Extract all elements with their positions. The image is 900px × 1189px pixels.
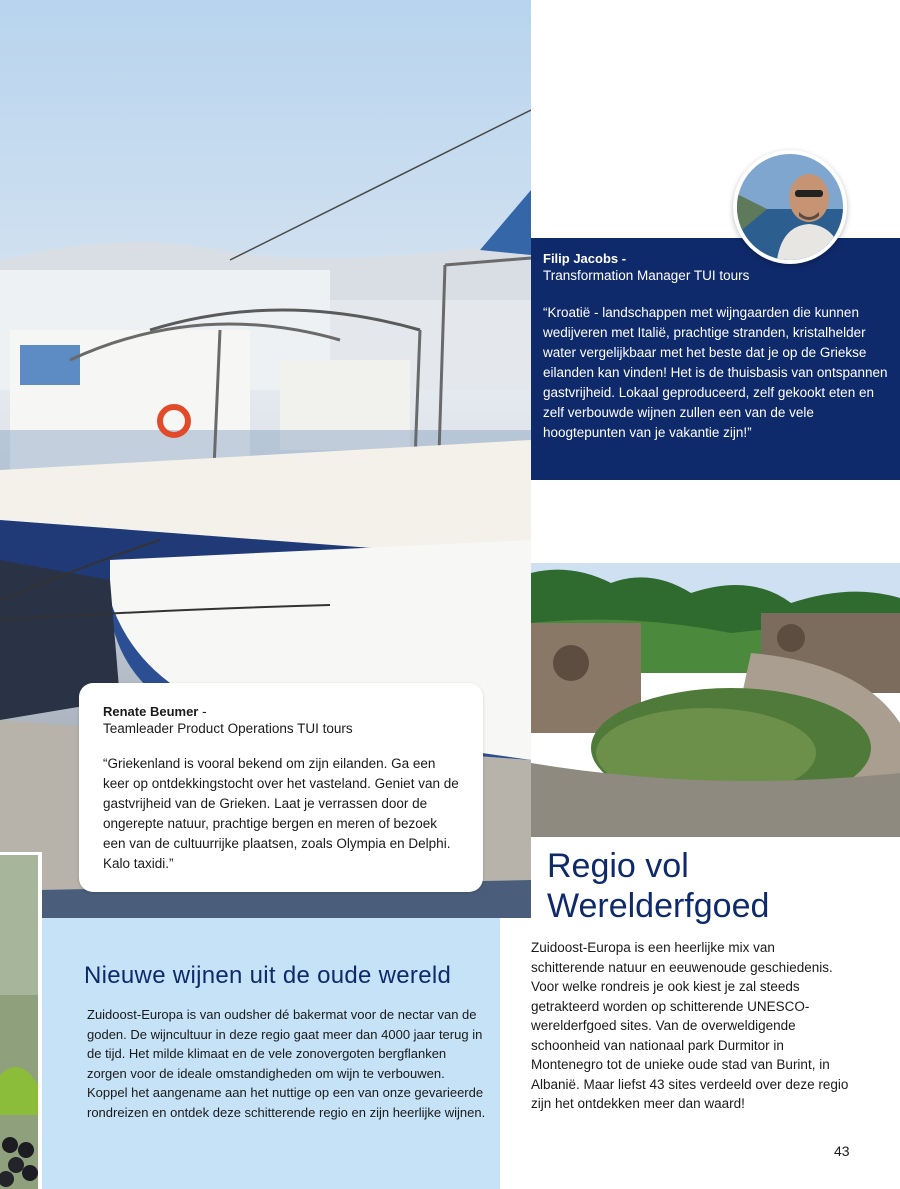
renate-quote-line: Kalo taxidi.” [103, 856, 174, 871]
regio-title-line1: Regio vol [547, 847, 689, 885]
filip-name-dash: - [618, 251, 627, 266]
regio-title [547, 846, 769, 926]
wine-section [42, 918, 500, 1189]
filip-name: Filip Jacobs [543, 251, 619, 266]
ruins-photo [531, 563, 900, 837]
renate-role: Teamleader Product Operations TUI tours [103, 721, 353, 736]
grapes-photo [0, 852, 42, 1189]
filip-quote-box [531, 238, 900, 480]
renate-quote-box [79, 683, 483, 892]
filip-quote: “Kroatië - landschappen met wijngaarden die kunnen wedijveren met Italië, prachtige stranden, kristalhelder water vergelijkbaar met het beste dat je op de Griekse eilanden kan vinden! Het is de thuisbasis van ontspannen gastvrijheid. Lokaal geproduceerd, zelf gekookt eten en zelf verbouwde wijnen zullen een van de vele hoogtepunten van je vakantie zijn!” [543, 305, 888, 440]
regio-title-line2: Werelderfgoed [547, 887, 770, 925]
filip-avatar [733, 150, 847, 264]
renate-quote-line: “Griekenland is vooral bekend om zijn eilanden. Ga een keer op ontdekkingstocht over het vasteland. Geniet van de gastvrijheid van de Grieken. Laat je verrassen door de ongerepte natuur, prachtige bergen en meren of bezoek een van de cultuurrijke plaatsen, zoals Olympia en Delphi. [103, 756, 459, 851]
renate-name-dash: - [198, 704, 207, 719]
renate-quote [103, 754, 463, 874]
wine-text: Zuidoost-Europa is van oudsher dé bakermat voor de nectar van de goden. De wijncultuur in deze regio gaat meer dan 4000 jaar terug in de tijd. Het milde klimaat en de vele zonovergoten bergflanken zorgen voor de ideale omstandigheden om wijn te verbouwen. Koppel het aangename aan het nuttige op een van onze gevarieerde rondreizen en ontdek deze schitterende regio en zijn heerlijke wijnen. [87, 1007, 486, 1120]
filip-role: Transformation Manager TUI tours [543, 268, 750, 283]
renate-name: Renate Beumer [103, 704, 199, 719]
regio-text: Zuidoost-Europa is een heerlijke mix van schitterende natuur en eeuwenoude geschiedenis. Voor welke rondreis je ook kiest je zal steeds getrakteerd worden op schitterende UNESCO-werelderfgoed sites. Van de overweldigende schoonheid van nationaal park Durmitor in Montenegro tot de unieke oude stad van Burint, in Albanië. Maar liefst 43 sites verdeeld over deze regio zijn het ontdekken meer dan waard! [531, 940, 849, 1111]
wine-title: Nieuwe wijnen uit de oude wereld [84, 962, 452, 989]
page-number: 43 [834, 1143, 850, 1159]
